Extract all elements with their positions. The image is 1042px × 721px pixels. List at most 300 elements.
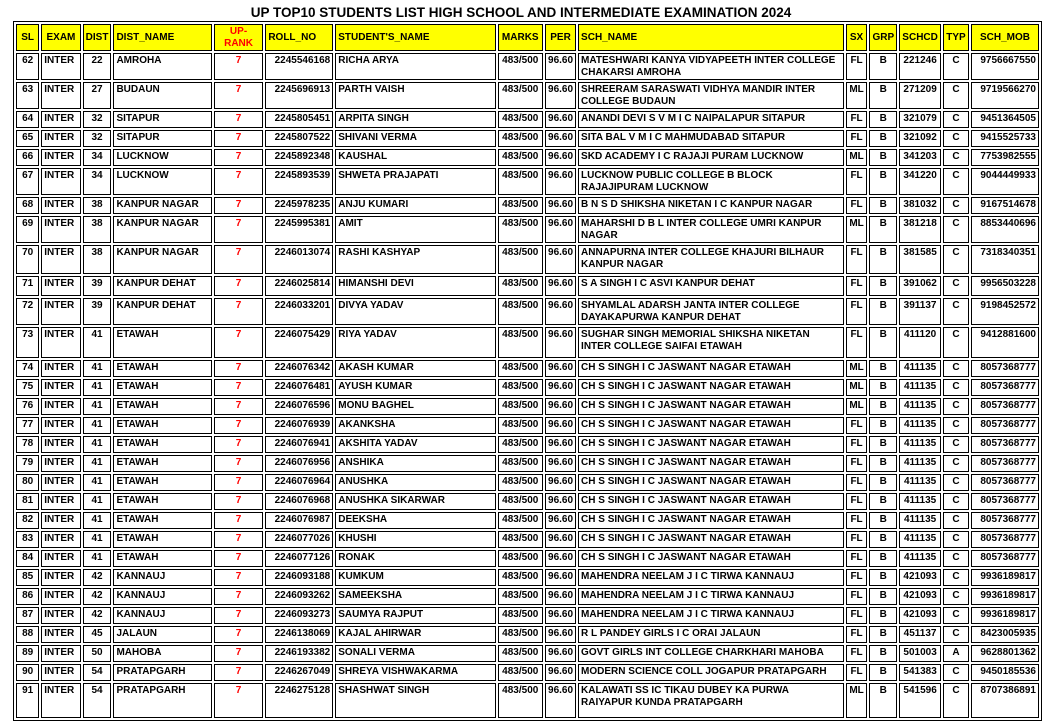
cell-sx: FL — [846, 53, 868, 80]
cell-sch_mob: 9936189817 — [971, 607, 1039, 624]
cell-dist: 54 — [83, 664, 112, 681]
cell-up_rank: 7 — [214, 531, 264, 548]
cell-marks: 483/500 — [498, 474, 544, 491]
cell-up_rank: 7 — [214, 298, 264, 325]
cell-marks: 483/500 — [498, 531, 544, 548]
cell-marks: 483/500 — [498, 130, 544, 147]
cell-sx: ML — [846, 398, 868, 415]
cell-sch_name: CH S SINGH I C JASWANT NAGAR ETAWAH — [578, 493, 844, 510]
cell-marks: 483/500 — [498, 569, 544, 586]
cell-student_name: ANUSHKA SIKARWAR — [335, 493, 495, 510]
cell-roll_no: 2246076596 — [265, 398, 333, 415]
cell-schcd: 321079 — [899, 111, 941, 128]
cell-dist: 41 — [83, 360, 112, 377]
cell-dist_name: KANPUR DEHAT — [113, 276, 211, 296]
cell-grp: B — [869, 276, 897, 296]
cell-typ: C — [943, 455, 969, 472]
cell-sl: 90 — [16, 664, 39, 681]
table-row — [16, 512, 1039, 529]
cell-student_name: PARTH VAISH — [335, 82, 495, 109]
cell-sx: FL — [846, 130, 868, 147]
cell-typ: C — [943, 683, 969, 718]
cell-dist_name: KANNAUJ — [113, 588, 211, 605]
cell-exam: INTER — [41, 398, 80, 415]
cell-per: 96.60 — [545, 327, 576, 358]
cell-dist: 41 — [83, 474, 112, 491]
cell-sch_name: S A SINGH I C ASVI KANPUR DEHAT — [578, 276, 844, 296]
cell-sch_mob: 9167514678 — [971, 197, 1039, 214]
cell-sch_name: CH S SINGH I C JASWANT NAGAR ETAWAH — [578, 455, 844, 472]
page-title: UP TOP10 STUDENTS LIST HIGH SCHOOL AND INTERMEDIATE EXAMINATION 2024 — [250, 5, 792, 20]
cell-schcd: 411135 — [899, 512, 941, 529]
cell-sx: FL — [846, 645, 868, 662]
cell-schcd: 411135 — [899, 360, 941, 377]
cell-up_rank: 7 — [214, 645, 264, 662]
cell-marks: 483/500 — [498, 327, 544, 358]
cell-student_name: KAUSHAL — [335, 149, 495, 166]
cell-typ: C — [943, 379, 969, 396]
cell-marks: 483/500 — [498, 626, 544, 643]
cell-sch_name: ANANDI DEVI S V M I C NAIPALAPUR SITAPUR — [578, 111, 844, 128]
cell-dist: 32 — [83, 130, 112, 147]
cell-sch_name: CH S SINGH I C JASWANT NAGAR ETAWAH — [578, 512, 844, 529]
cell-student_name: DIVYA YADAV — [335, 298, 495, 325]
cell-typ: C — [943, 512, 969, 529]
cell-schcd: 541383 — [899, 664, 941, 681]
cell-marks: 483/500 — [498, 588, 544, 605]
table-row — [16, 398, 1039, 415]
cell-sx: ML — [846, 379, 868, 396]
cell-exam: INTER — [41, 276, 80, 296]
cell-sx: FL — [846, 474, 868, 491]
cell-sch_name: B N S D SHIKSHA NIKETAN I C KANPUR NAGAR — [578, 197, 844, 214]
column-header-sch_name: SCH_NAME — [578, 24, 844, 51]
cell-sl: 69 — [16, 216, 39, 243]
cell-up_rank: 7 — [214, 474, 264, 491]
cell-exam: INTER — [41, 379, 80, 396]
cell-sl: 68 — [16, 197, 39, 214]
cell-sch_name: SHYAMLAL ADARSH JANTA INTER COLLEGE DAYAKAPURWA KANPUR DEHAT — [578, 298, 844, 325]
cell-dist_name: MAHOBA — [113, 645, 211, 662]
cell-student_name: AMIT — [335, 216, 495, 243]
cell-roll_no: 2245807522 — [265, 130, 333, 147]
cell-up_rank: 7 — [214, 683, 264, 718]
cell-sch_name: MATESHWARI KANYA VIDYAPEETH INTER COLLEGE CHAKARSI AMROHA — [578, 53, 844, 80]
cell-sl: 86 — [16, 588, 39, 605]
cell-marks: 483/500 — [498, 216, 544, 243]
cell-up_rank: 7 — [214, 111, 264, 128]
cell-roll_no: 2246077126 — [265, 550, 333, 567]
cell-exam: INTER — [41, 360, 80, 377]
cell-dist: 54 — [83, 683, 112, 718]
cell-sx: FL — [846, 607, 868, 624]
cell-up_rank: 7 — [214, 245, 264, 274]
cell-up_rank: 7 — [214, 379, 264, 396]
cell-sl: 70 — [16, 245, 39, 274]
cell-sch_mob: 8057368777 — [971, 379, 1039, 396]
table-row — [16, 360, 1039, 377]
table-row — [16, 298, 1039, 325]
cell-roll_no: 2246033201 — [265, 298, 333, 325]
cell-sch_name: MAHENDRA NEELAM J I C TIRWA KANNAUJ — [578, 569, 844, 586]
cell-student_name: SHASHWAT SINGH — [335, 683, 495, 718]
cell-dist_name: SITAPUR — [113, 130, 211, 147]
cell-exam: INTER — [41, 53, 80, 80]
cell-sx: FL — [846, 664, 868, 681]
cell-typ: C — [943, 276, 969, 296]
cell-up_rank: 7 — [214, 360, 264, 377]
cell-typ: C — [943, 130, 969, 147]
cell-schcd: 411135 — [899, 550, 941, 567]
table-row — [16, 168, 1039, 195]
cell-exam: INTER — [41, 327, 80, 358]
cell-per: 96.60 — [545, 111, 576, 128]
cell-grp: B — [869, 298, 897, 325]
cell-sch_mob: 8057368777 — [971, 474, 1039, 491]
table-row — [16, 607, 1039, 624]
cell-grp: B — [869, 683, 897, 718]
cell-exam: INTER — [41, 588, 80, 605]
cell-grp: B — [869, 588, 897, 605]
cell-grp: B — [869, 149, 897, 166]
cell-sx: FL — [846, 626, 868, 643]
cell-dist: 34 — [83, 149, 112, 166]
cell-sch_name: SITA BAL V M I C MAHMUDABAD SITAPUR — [578, 130, 844, 147]
cell-dist_name: ETAWAH — [113, 512, 211, 529]
cell-sl: 73 — [16, 327, 39, 358]
cell-dist: 41 — [83, 379, 112, 396]
cell-sch_mob: 8057368777 — [971, 398, 1039, 415]
cell-grp: B — [869, 436, 897, 453]
cell-sl: 76 — [16, 398, 39, 415]
cell-schcd: 421093 — [899, 607, 941, 624]
cell-dist_name: KANNAUJ — [113, 569, 211, 586]
cell-per: 96.60 — [545, 626, 576, 643]
cell-up_rank: 7 — [214, 82, 264, 109]
column-header-per: PER — [545, 24, 576, 51]
cell-student_name: RIYA YADAV — [335, 327, 495, 358]
cell-up_rank: 7 — [214, 569, 264, 586]
cell-marks: 483/500 — [498, 455, 544, 472]
cell-typ: A — [943, 645, 969, 662]
cell-grp: B — [869, 379, 897, 396]
cell-exam: INTER — [41, 417, 80, 434]
cell-schcd: 411135 — [899, 474, 941, 491]
column-header-roll_no: ROLL_NO — [265, 24, 333, 51]
cell-exam: INTER — [41, 130, 80, 147]
cell-sch_mob: 8853440696 — [971, 216, 1039, 243]
cell-dist: 38 — [83, 245, 112, 274]
cell-typ: C — [943, 531, 969, 548]
cell-sl: 80 — [16, 474, 39, 491]
cell-schcd: 411120 — [899, 327, 941, 358]
table-body — [16, 53, 1039, 718]
cell-dist: 39 — [83, 298, 112, 325]
cell-sch_name: LUCKNOW PUBLIC COLLEGE B BLOCK RAJAJIPURAM LUCKNOW — [578, 168, 844, 195]
cell-schcd: 421093 — [899, 569, 941, 586]
cell-up_rank: 7 — [214, 197, 264, 214]
cell-sl: 66 — [16, 149, 39, 166]
cell-exam: INTER — [41, 436, 80, 453]
cell-student_name: AKSHITA YADAV — [335, 436, 495, 453]
cell-sch_name: CH S SINGH I C JASWANT NAGAR ETAWAH — [578, 474, 844, 491]
cell-roll_no: 2246076987 — [265, 512, 333, 529]
cell-sx: ML — [846, 360, 868, 377]
cell-sch_mob: 8057368777 — [971, 360, 1039, 377]
cell-dist: 41 — [83, 417, 112, 434]
cell-marks: 483/500 — [498, 436, 544, 453]
cell-sch_mob: 9936189817 — [971, 569, 1039, 586]
cell-sch_name: MAHENDRA NEELAM J I C TIRWA KANNAUJ — [578, 607, 844, 624]
cell-dist_name: LUCKNOW — [113, 168, 211, 195]
cell-sch_mob: 8057368777 — [971, 550, 1039, 567]
cell-sl: 62 — [16, 53, 39, 80]
cell-per: 96.60 — [545, 360, 576, 377]
cell-sl: 82 — [16, 512, 39, 529]
cell-roll_no: 2246076968 — [265, 493, 333, 510]
cell-marks: 483/500 — [498, 645, 544, 662]
cell-schcd: 411135 — [899, 379, 941, 396]
cell-per: 96.60 — [545, 455, 576, 472]
cell-typ: C — [943, 607, 969, 624]
cell-sl: 81 — [16, 493, 39, 510]
cell-exam: INTER — [41, 474, 80, 491]
cell-up_rank: 7 — [214, 512, 264, 529]
table-row — [16, 327, 1039, 358]
cell-marks: 483/500 — [498, 53, 544, 80]
cell-sl: 63 — [16, 82, 39, 109]
cell-sch_mob: 9956503228 — [971, 276, 1039, 296]
cell-typ: C — [943, 168, 969, 195]
students-table — [13, 21, 1042, 721]
cell-grp: B — [869, 398, 897, 415]
cell-sx: ML — [846, 149, 868, 166]
cell-grp: B — [869, 607, 897, 624]
cell-roll_no: 2245978235 — [265, 197, 333, 214]
cell-dist_name: KANPUR DEHAT — [113, 298, 211, 325]
table-row — [16, 436, 1039, 453]
cell-grp: B — [869, 569, 897, 586]
cell-up_rank: 7 — [214, 607, 264, 624]
cell-sch_name: CH S SINGH I C JASWANT NAGAR ETAWAH — [578, 379, 844, 396]
cell-exam: INTER — [41, 82, 80, 109]
cell-sl: 83 — [16, 531, 39, 548]
cell-student_name: ANSHIKA — [335, 455, 495, 472]
cell-up_rank: 7 — [214, 398, 264, 415]
cell-roll_no: 2246138069 — [265, 626, 333, 643]
cell-sch_mob: 8057368777 — [971, 455, 1039, 472]
cell-typ: C — [943, 82, 969, 109]
cell-dist: 22 — [83, 53, 112, 80]
cell-marks: 483/500 — [498, 82, 544, 109]
cell-sch_mob: 9628801362 — [971, 645, 1039, 662]
cell-schcd: 411135 — [899, 398, 941, 415]
cell-roll_no: 2246093188 — [265, 569, 333, 586]
cell-up_rank: 7 — [214, 276, 264, 296]
table-row — [16, 130, 1039, 147]
cell-per: 96.60 — [545, 130, 576, 147]
cell-roll_no: 2245892348 — [265, 149, 333, 166]
cell-dist_name: ETAWAH — [113, 493, 211, 510]
table-row — [16, 111, 1039, 128]
column-header-sx: SX — [846, 24, 868, 51]
cell-marks: 483/500 — [498, 683, 544, 718]
cell-sx: FL — [846, 436, 868, 453]
cell-dist: 34 — [83, 168, 112, 195]
cell-grp: B — [869, 550, 897, 567]
cell-sch_mob: 9450185536 — [971, 664, 1039, 681]
cell-sch_name: MAHARSHI D B L INTER COLLEGE UMRI KANPUR NAGAR — [578, 216, 844, 243]
column-header-marks: MARKS — [498, 24, 544, 51]
cell-grp: B — [869, 197, 897, 214]
cell-sx: FL — [846, 417, 868, 434]
cell-typ: C — [943, 298, 969, 325]
table-row — [16, 245, 1039, 274]
cell-student_name: ANUSHKA — [335, 474, 495, 491]
cell-roll_no: 2245546168 — [265, 53, 333, 80]
cell-marks: 483/500 — [498, 168, 544, 195]
column-header-exam: EXAM — [41, 24, 80, 51]
table-header — [16, 24, 1039, 51]
table-row — [16, 53, 1039, 80]
cell-exam: INTER — [41, 607, 80, 624]
cell-marks: 483/500 — [498, 664, 544, 681]
cell-grp: B — [869, 216, 897, 243]
column-header-dist_name: DIST_NAME — [113, 24, 211, 51]
cell-schcd: 411135 — [899, 455, 941, 472]
cell-dist_name: KANPUR NAGAR — [113, 245, 211, 274]
cell-dist: 41 — [83, 436, 112, 453]
cell-exam: INTER — [41, 216, 80, 243]
cell-sch_mob: 9451364505 — [971, 111, 1039, 128]
table-row — [16, 531, 1039, 548]
cell-sch_mob: 9756667550 — [971, 53, 1039, 80]
table-row — [16, 588, 1039, 605]
cell-typ: C — [943, 588, 969, 605]
cell-sx: FL — [846, 298, 868, 325]
cell-sch_mob: 7753982555 — [971, 149, 1039, 166]
cell-schcd: 541596 — [899, 683, 941, 718]
cell-marks: 483/500 — [498, 493, 544, 510]
cell-grp: B — [869, 455, 897, 472]
cell-up_rank: 7 — [214, 626, 264, 643]
cell-up_rank: 7 — [214, 168, 264, 195]
cell-per: 96.60 — [545, 168, 576, 195]
cell-dist_name: ETAWAH — [113, 417, 211, 434]
cell-per: 96.60 — [545, 298, 576, 325]
cell-sx: FL — [846, 245, 868, 274]
cell-student_name: AKASH KUMAR — [335, 360, 495, 377]
cell-exam: INTER — [41, 298, 80, 325]
cell-dist_name: ETAWAH — [113, 474, 211, 491]
cell-per: 96.60 — [545, 245, 576, 274]
cell-typ: C — [943, 474, 969, 491]
cell-sx: FL — [846, 531, 868, 548]
table-row — [16, 569, 1039, 586]
cell-sl: 71 — [16, 276, 39, 296]
cell-marks: 483/500 — [498, 245, 544, 274]
cell-up_rank: 7 — [214, 216, 264, 243]
cell-sx: FL — [846, 197, 868, 214]
table-row — [16, 664, 1039, 681]
cell-student_name: SAUMYA RAJPUT — [335, 607, 495, 624]
cell-sl: 74 — [16, 360, 39, 377]
cell-exam: INTER — [41, 645, 80, 662]
cell-typ: C — [943, 111, 969, 128]
cell-per: 96.60 — [545, 512, 576, 529]
table-row — [16, 379, 1039, 396]
cell-per: 96.60 — [545, 417, 576, 434]
cell-grp: B — [869, 493, 897, 510]
cell-sch_name: CH S SINGH I C JASWANT NAGAR ETAWAH — [578, 417, 844, 434]
cell-sch_name: R L PANDEY GIRLS I C ORAI JALAUN — [578, 626, 844, 643]
cell-sch_mob: 8057368777 — [971, 493, 1039, 510]
cell-student_name: MONU BAGHEL — [335, 398, 495, 415]
cell-exam: INTER — [41, 455, 80, 472]
column-header-schcd: SCHCD — [899, 24, 941, 51]
cell-marks: 483/500 — [498, 379, 544, 396]
cell-schcd: 391062 — [899, 276, 941, 296]
cell-exam: INTER — [41, 550, 80, 567]
cell-per: 96.60 — [545, 531, 576, 548]
cell-dist: 41 — [83, 550, 112, 567]
cell-per: 96.60 — [545, 398, 576, 415]
cell-per: 96.60 — [545, 216, 576, 243]
cell-per: 96.60 — [545, 664, 576, 681]
cell-dist: 42 — [83, 569, 112, 586]
cell-sch_name: CH S SINGH I C JASWANT NAGAR ETAWAH — [578, 531, 844, 548]
cell-per: 96.60 — [545, 82, 576, 109]
cell-roll_no: 2246275128 — [265, 683, 333, 718]
cell-exam: INTER — [41, 168, 80, 195]
cell-student_name: DEEKSHA — [335, 512, 495, 529]
cell-sl: 85 — [16, 569, 39, 586]
cell-grp: B — [869, 53, 897, 80]
cell-per: 96.60 — [545, 550, 576, 567]
cell-dist: 32 — [83, 111, 112, 128]
cell-marks: 483/500 — [498, 197, 544, 214]
cell-exam: INTER — [41, 111, 80, 128]
cell-schcd: 411135 — [899, 417, 941, 434]
cell-typ: C — [943, 493, 969, 510]
cell-schcd: 451137 — [899, 626, 941, 643]
table-row — [16, 149, 1039, 166]
cell-sch_name: SUGHAR SINGH MEMORIAL SHIKSHA NIKETAN INTER COLLEGE SAIFAI ETAWAH — [578, 327, 844, 358]
cell-dist: 45 — [83, 626, 112, 643]
cell-up_rank: 7 — [214, 664, 264, 681]
cell-sl: 89 — [16, 645, 39, 662]
cell-per: 96.60 — [545, 569, 576, 586]
cell-sl: 72 — [16, 298, 39, 325]
cell-exam: INTER — [41, 664, 80, 681]
cell-marks: 483/500 — [498, 360, 544, 377]
table-row — [16, 216, 1039, 243]
cell-grp: B — [869, 474, 897, 491]
column-header-typ: TYP — [943, 24, 969, 51]
cell-dist: 39 — [83, 276, 112, 296]
cell-dist: 38 — [83, 197, 112, 214]
cell-typ: C — [943, 245, 969, 274]
cell-up_rank: 7 — [214, 53, 264, 80]
cell-up_rank: 7 — [214, 436, 264, 453]
cell-sx: FL — [846, 588, 868, 605]
cell-roll_no: 2245805451 — [265, 111, 333, 128]
cell-sx: FL — [846, 493, 868, 510]
cell-sch_name: KALAWATI SS IC TIKAU DUBEY KA PURWA RAIYAPUR KUNDA PRATAPGARH — [578, 683, 844, 718]
cell-grp: B — [869, 417, 897, 434]
cell-student_name: ANJU KUMARI — [335, 197, 495, 214]
cell-grp: B — [869, 626, 897, 643]
